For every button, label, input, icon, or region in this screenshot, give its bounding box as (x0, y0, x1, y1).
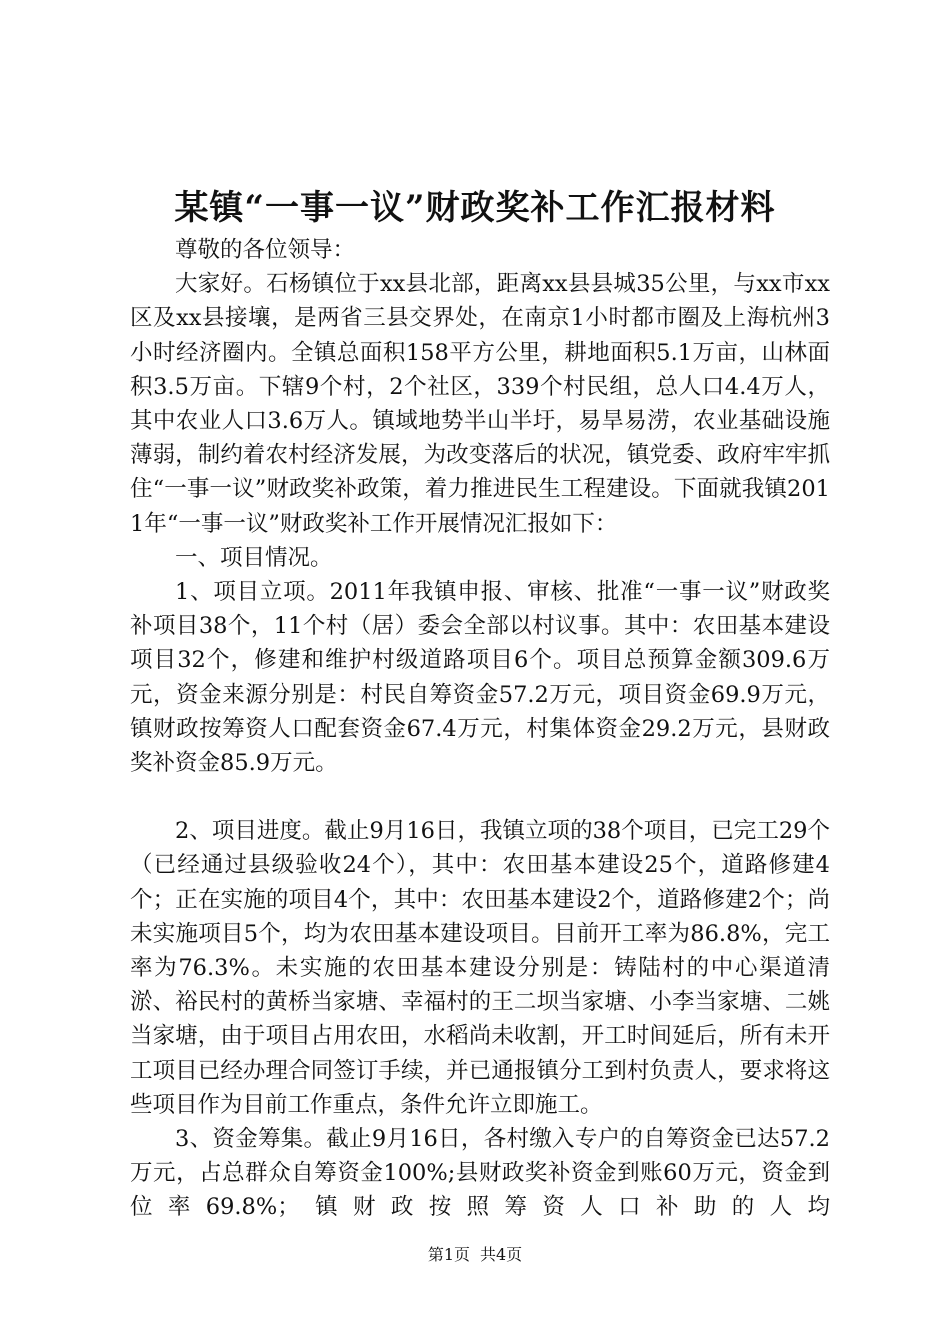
page-number: 第1页 (427, 1245, 470, 1264)
paragraph-fund-raising: 3、资金筹集。截止9月16日，各村缴入专户的自筹资金已达57.2万元，占总群众自筹资金100%;县财政奖补资金到账60万元，资金到位率69.8%；镇财政按照筹资人口补助的人均 (130, 1126, 830, 1221)
salutation: 尊敬的各位领导： (175, 237, 356, 263)
paragraph-project-approval: 1、项目立项。2011年我镇申报、审核、批准“一事一议”财政奖补项目38个，11个村（居）委会全部以村议事。其中：农田基本建设项目32个，修建和维护村级道路项目6个。项目总预算金额309.6万元，资金来源分别是：村民自筹资金57.2万元，项目资金69.9万元，镇财政按筹资人口配套资金67.4万元，村集体资金29.2万元，县财政奖补资金85.9万元。 (130, 579, 830, 777)
document-body (130, 233, 830, 1225)
intro-paragraph: 大家好。石杨镇位于xx县北部，距离xx县县城35公里，与xx市xx区及xx县接壤，是两省三县交界处，在南京1小时都市圈及上海杭州3小时经济圈内。全镇总面积158平方公里，耕地面积5.1万亩，山林面积3.5万亩。下辖9个村，2个社区，339个村民组，总人口4.4万人，其中农业人口3.6万人。镇域地势半山半圩，易旱易涝，农业基础设施薄弱，制约着农村经济发展，为改变落后的状况，镇党委、政府牢牢抓住“一事一议”财政奖补政策，着力推进民生工程建设。下面就我镇2011年“一事一议”财政奖补工作开展情况汇报如下： (130, 271, 830, 537)
document-title: 某镇“一事一议”财政奖补工作汇报材料 (174, 188, 776, 228)
page-total: 共4页 (480, 1245, 523, 1264)
page-footer (0, 1243, 950, 1267)
paragraph-project-progress: 2、项目进度。截止9月16日，我镇立项的38个项目，已完工29个（已经通过县级验收24个），其中：农田基本建设25个，道路修建4个；正在实施的项目4个，其中：农田基本建设2个，道路修建2个；尚未实施项目5个，均为农田基本建设项目。目前开工率为86.8%，完工率为76.3%。未实施的农田基本建设分别是：铸陆村的中心渠道清淤、裕民村的黄桥当家塘、幸福村的王二坝当家塘、小李当家塘、二姚当家塘，由于项目占用农田，水稻尚未收割，开工时间延后，所有未开工项目已经办理合同签订手续，并已通报镇分工到村负责人，要求将这些项目作为目前工作重点，条件允许立即施工。 (130, 818, 830, 1118)
section-heading-projects: 一、项目情况。 (175, 544, 333, 571)
